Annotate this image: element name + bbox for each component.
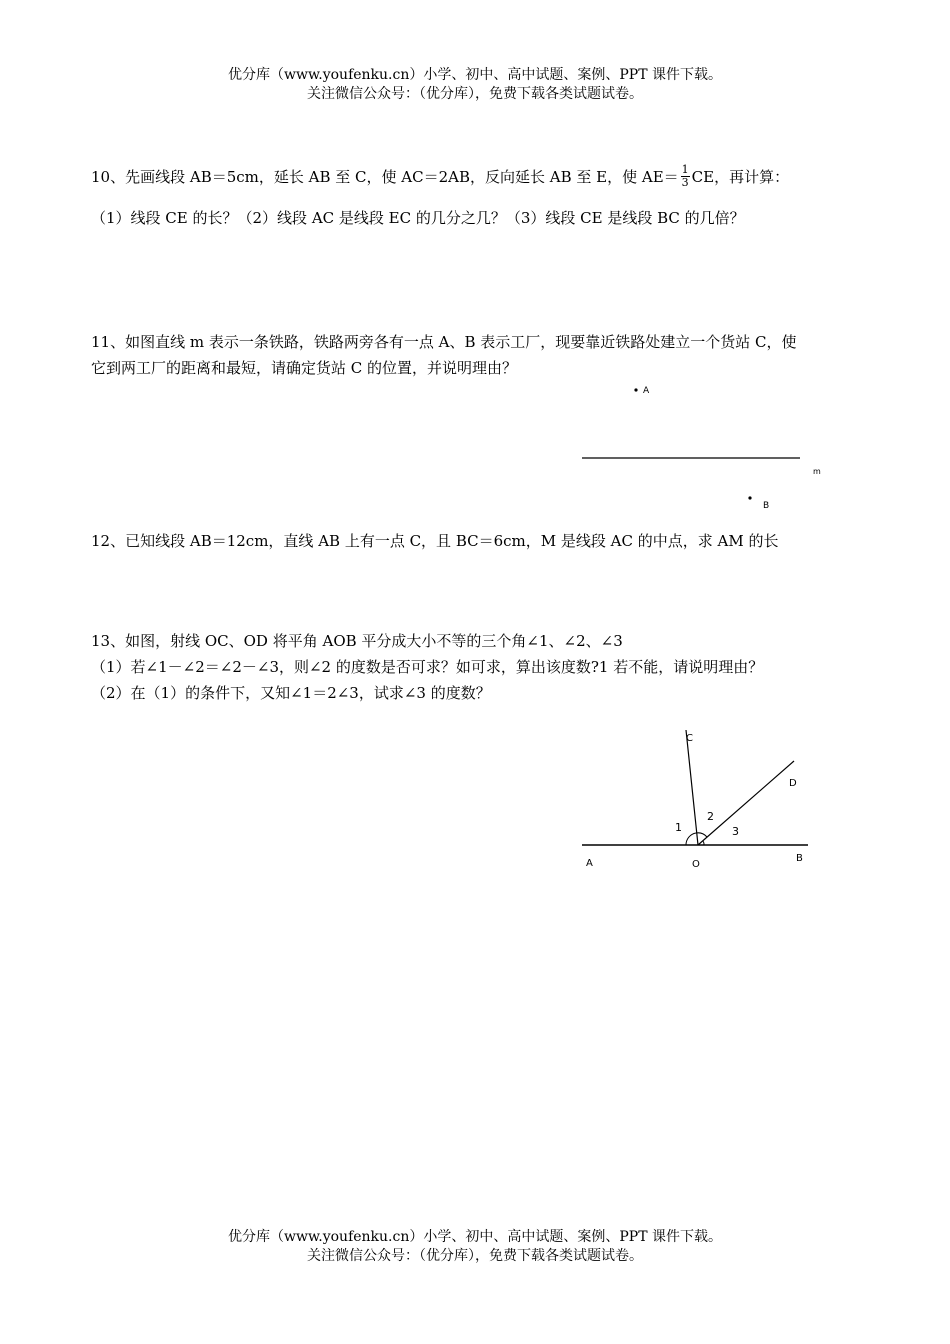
q13-line-1: 13、如图，射线 OC、OD 将平角 AOB 平分成大小不等的三个角∠1、∠2、∠3 <box>91 632 623 650</box>
page-footer <box>0 1228 950 1266</box>
label-angle-1: 1 <box>675 821 682 834</box>
q13-line-3: （2）在（1）的条件下，又知∠1＝2∠3，试求∠3 的度数？ <box>91 684 491 702</box>
fraction-numerator: 1 <box>681 162 689 176</box>
label-c: C <box>686 733 693 744</box>
fraction-denominator: 3 <box>681 175 689 189</box>
q13-line-2: （1）若∠1－∠2＝∠2－∠3，则∠2 的度数是否可求？如可求，算出该度数?1 若不能，请说明理由？ <box>91 658 764 676</box>
label-a: A <box>643 386 650 396</box>
label-m: m <box>813 467 821 476</box>
ray-oc <box>686 730 698 845</box>
label-angle-2: 2 <box>707 810 714 823</box>
label-b: B <box>796 853 803 864</box>
footer-line-2: 关注微信公众号：（优分库），免费下载各类试题试卷。 <box>307 1248 643 1264</box>
q10-line-1 <box>91 164 789 191</box>
q11-line-1: 11、如图直线 m 表示一条铁路，铁路两旁各有一点 A、B 表示工厂，现要靠近铁路处建立一个货站 C，使 <box>91 333 797 351</box>
label-angle-3: 3 <box>732 825 739 838</box>
point-b-dot <box>748 496 751 499</box>
angle-1-arc <box>686 833 696 845</box>
page-header <box>0 66 950 104</box>
label-d: D <box>789 778 797 789</box>
fraction-one-third <box>681 164 690 189</box>
q11-line-2: 它到两工厂的距离和最短，请确定货站 C 的位置，并说明理由？ <box>91 359 518 377</box>
footer-line-1: 优分库（www.youfenku.cn）小学、初中、高中试题、案例、PPT 课件下载。 <box>227 1229 722 1245</box>
point-a-dot <box>634 388 637 391</box>
question-10 <box>91 164 789 191</box>
header-line-1: 优分库（www.youfenku.cn）小学、初中、高中试题、案例、PPT 课件下载。 <box>227 67 722 83</box>
question-12: 12、已知线段 AB＝12cm，直线 AB 上有一点 C，且 BC＝6cm，M 是线段 AC 的中点，求 AM 的长 <box>91 532 779 550</box>
question-11 <box>91 329 797 381</box>
ray-od <box>698 761 794 845</box>
q10-line-2: （1）线段 CE 的长？（2）线段 AC 是线段 EC 的几分之几？（3）线段 CE 是线段 BC 的几倍？ <box>91 209 745 227</box>
q10-text-before: 10、先画线段 AB＝5cm，延长 AB 至 C，使 AC＝2AB，反向延长 AB 至 E，使 AE＝ <box>91 168 679 186</box>
label-b: B <box>763 501 770 511</box>
angle-figure <box>572 718 822 878</box>
railway-figure <box>570 378 840 518</box>
header-line-2: 关注微信公众号：（优分库），免费下载各类试题试卷。 <box>307 86 643 102</box>
label-a: A <box>586 858 593 869</box>
label-o: O <box>692 859 700 870</box>
question-13 <box>91 628 763 706</box>
q10-text-after: CE，再计算： <box>691 168 790 186</box>
